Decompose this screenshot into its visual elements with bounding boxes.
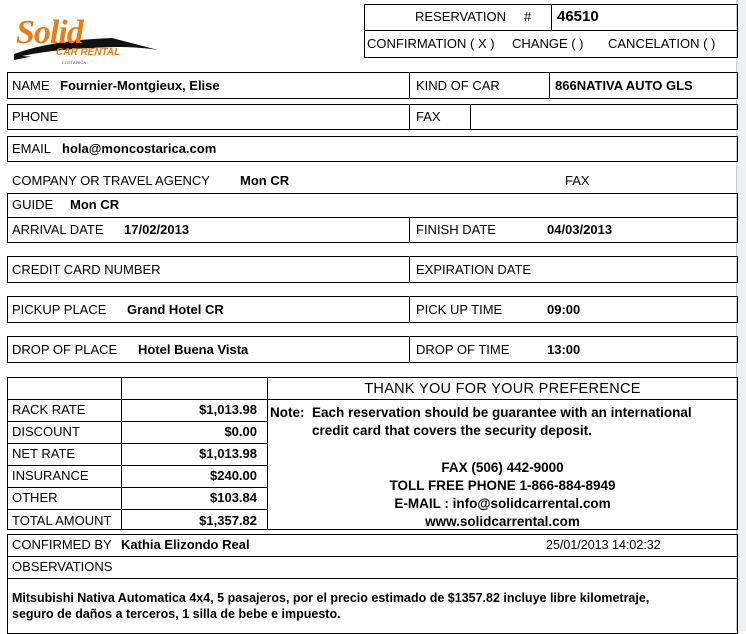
- contact-toll-free: TOLL FREE PHONE 1-866-884-8949: [389, 478, 616, 493]
- rate-label: INSURANCE: [12, 468, 89, 483]
- logo-tagline: COSTA RICA: [62, 60, 86, 65]
- status-confirmation: CONFIRMATION ( X ): [367, 36, 495, 51]
- pickup-value: Grand Hotel CR: [127, 302, 224, 317]
- pickup-time-label: PICK UP TIME: [416, 302, 503, 317]
- dropoff-time-label: DROP OF TIME: [416, 342, 510, 357]
- arrival-value: 17/02/2013: [124, 222, 190, 237]
- email-value: hola@moncostarica.com: [62, 141, 217, 156]
- confirmed-value: Kathia Elizondo Real: [121, 537, 250, 552]
- name-value: Fournier-Montgieux, Elise: [60, 78, 220, 93]
- car-label: KIND OF CAR: [416, 78, 500, 93]
- rate-label: DISCOUNT: [12, 424, 80, 439]
- arrival-label: ARRIVAL DATE: [12, 222, 104, 237]
- fax-label: FAX: [416, 109, 441, 124]
- rate-value: $1,357.82: [199, 513, 257, 528]
- rate-value: $103.84: [210, 490, 257, 505]
- dropoff-value: Hotel Buena Vista: [138, 342, 249, 357]
- pickup-time-value: 09:00: [547, 302, 581, 317]
- observations-line-1: Mitsubishi Nativa Automatica 4x4, 5 pasajeros, por el precio estimado de $1357.82 incluye libre kilometraje,: [12, 591, 650, 605]
- company-logo: [12, 10, 160, 70]
- finish-value: 04/03/2013: [547, 222, 613, 237]
- observations-line-2: seguro de daños a terceros, 1 silla de bebe e impuesto.: [12, 607, 341, 621]
- observations-label: OBSERVATIONS: [12, 559, 113, 574]
- credit-card-label: CREDIT CARD NUMBER: [12, 262, 161, 277]
- note-line-1: Each reservation should be guarantee with an international: [312, 405, 692, 420]
- reservation-number: 46510: [557, 8, 599, 25]
- finish-label: FINISH DATE: [416, 222, 496, 237]
- email-label: EMAIL: [12, 141, 52, 156]
- rate-value: $1,013.98: [199, 402, 257, 417]
- dropoff-label: DROP OF PLACE: [12, 342, 118, 357]
- confirmed-label: CONFIRMED BY: [12, 537, 112, 552]
- guide-label: GUIDE: [12, 197, 54, 212]
- thank-you-message: THANK YOU FOR YOUR PREFERENCE: [364, 381, 641, 397]
- car-value: 866NATIVA AUTO GLS: [555, 78, 693, 93]
- reservation-hash: #: [524, 9, 532, 24]
- contact-fax: FAX (506) 442-9000: [441, 460, 564, 475]
- status-cancelation: CANCELATION ( ): [608, 36, 716, 51]
- phone-label: PHONE: [12, 109, 59, 124]
- company-fax-label: FAX: [565, 173, 590, 188]
- expiration-label: EXPIRATION DATE: [416, 262, 532, 277]
- rate-label: RACK RATE: [12, 402, 86, 417]
- note-line-2: credit card that covers the security deposit.: [312, 423, 592, 438]
- rate-label: OTHER: [12, 490, 58, 505]
- rate-label: TOTAL AMOUNT: [12, 513, 112, 528]
- status-change: CHANGE ( ): [512, 36, 584, 51]
- name-label: NAME: [12, 78, 50, 93]
- company-label: COMPANY OR TRAVEL AGENCY: [12, 173, 210, 188]
- company-value: Mon CR: [240, 173, 290, 188]
- rate-value: $0.00: [224, 424, 257, 439]
- reservation-label: RESERVATION: [415, 9, 507, 24]
- dropoff-time-value: 13:00: [547, 342, 581, 357]
- phone-row: [7, 104, 738, 130]
- contact-email: E-MAIL : info@solidcarrental.com: [394, 496, 611, 511]
- contact-website: www.solidcarrental.com: [425, 514, 580, 529]
- rate-value: $1,013.98: [199, 446, 257, 461]
- logo-subtitle: CAR RENTAL: [56, 47, 121, 58]
- pickup-row: [7, 296, 738, 323]
- pickup-label: PICKUP PLACE: [12, 302, 107, 317]
- guide-value: Mon CR: [70, 197, 120, 212]
- note-label: Note:: [270, 405, 305, 420]
- rate-value: $240.00: [210, 468, 257, 483]
- confirmed-timestamp: 25/01/2013 14:02:32: [546, 538, 661, 552]
- rate-label: NET RATE: [12, 446, 76, 461]
- logo-brand: Solid: [16, 14, 83, 51]
